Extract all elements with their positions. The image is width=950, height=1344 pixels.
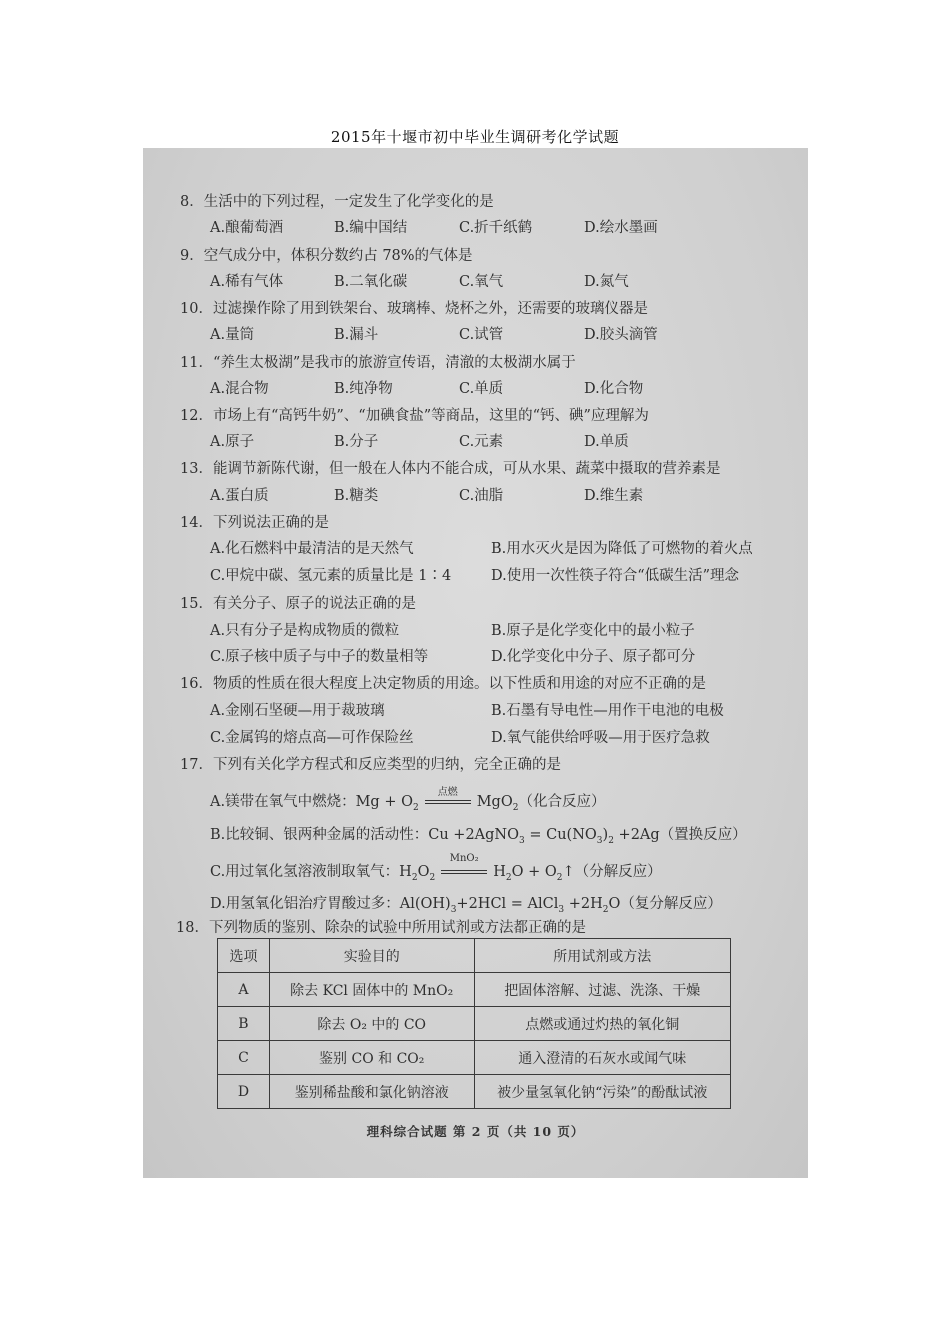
option-c: C.单质 [459,381,504,397]
option-b: B.漏斗 [334,327,379,343]
option-a: A.酿葡萄酒 [210,220,284,236]
table-header: 实验目的 [269,939,474,973]
option-a: A.原子 [210,434,255,450]
option-b: B.纯净物 [334,381,393,397]
table-cell-purpose: 除去 KCl 固体中的 MnO₂ [269,973,474,1007]
question-11-stem: 11．“养生太极湖”是我市的旅游宣传语，清澈的太极湖水属于 [180,355,576,371]
option-b: B.用水灭火是因为降低了可燃物的着火点 [491,541,753,557]
equation-text: O + O [511,864,557,880]
option-d: D.氮气 [584,274,629,290]
equation-text: B.比较铜、银两种金属的活动性：Cu +2AgNO [210,827,520,843]
option-b: B.编中国结 [334,220,408,236]
question-18-stem: 18．下列物质的鉴别、除杂的试验中所用试剂或方法都正确的是 [176,920,586,936]
option-c: C.试管 [459,327,504,343]
table-cell-method: 把固体溶解、过滤、洗涤、干燥 [474,973,730,1007]
option-d: D.氧气能供给呼吸—用于医疗急救 [491,730,710,746]
question-15-stem: 15．有关分子、原子的说法正确的是 [180,596,416,612]
option-d: D.绘水墨画 [584,220,658,236]
option-d: D.维生素 [584,488,644,504]
equation-text: +2H [564,896,603,912]
table-cell-purpose: 鉴别 CO 和 CO₂ [269,1041,474,1075]
reaction-type: +2Ag（置换反应） [613,827,747,843]
reaction-type: （化合反应） [518,794,606,810]
equation-text: A.镁带在氧气中燃烧：Mg + O [210,794,413,810]
table-cell-purpose: 鉴别稀盐酸和氯化钠溶液 [269,1075,474,1109]
table-cell-option: B [218,1007,270,1041]
option-a: A.化石燃料中最清洁的是天然气 [210,541,414,557]
table-cell-option: D [218,1075,270,1109]
reaction-type: O（复分解反应） [608,896,722,912]
equation-text: ) [602,827,609,843]
table-header: 所用试剂或方法 [474,939,730,973]
option-c: C.甲烷中碳、氢元素的质量比是 1∶4 [210,568,452,584]
option-c: C.元素 [459,434,504,450]
reaction-condition: MnO₂ [449,853,479,864]
option-a: A.蛋白质 [210,488,269,504]
table-row [218,973,731,1007]
option-a: A.金刚石坚硬—用于裁玻璃 [210,703,385,719]
option-c: C.氧气 [459,274,504,290]
page-footer: 理科综合试题 第 2 页（共 10 页） [366,1124,585,1139]
table-cell-option: C [218,1041,270,1075]
question-13-stem: 13．能调节新陈代谢，但一般在人体内不能合成，可从水果、蔬菜中摄取的营养素是 [180,461,721,477]
table-header-row [218,939,731,973]
option-a: A.只有分子是构成物质的微粒 [210,623,400,639]
table-cell-method: 通入澄清的石灰水或闻气味 [474,1041,730,1075]
option-d: D.单质 [584,434,629,450]
table-cell-method: 点燃或通过灼热的氧化铜 [474,1007,730,1041]
equation-text: H [493,864,506,880]
question-8-stem: 8．生活中的下列过程，一定发生了化学变化的是 [180,194,494,210]
option-a: A.混合物 [210,381,269,397]
option-b: B.分子 [334,434,379,450]
equation-text: MgO [476,794,513,810]
equation-text: D.用氢氧化铝治疗胃酸过多：Al(OH) [210,896,451,912]
option-b: B.石墨有导电性—用作干电池的电极 [491,703,724,719]
option-d: D.胶头滴管 [584,327,658,343]
table-cell-purpose: 除去 O₂ 中的 CO [269,1007,474,1041]
table-cell-method: 被少量氢氧化钠“污染”的酚酞试液 [474,1075,730,1109]
question-9-stem: 9．空气成分中，体积分数约占 78%的气体是 [180,248,473,264]
equation-text: = Cu(NO [524,827,597,843]
option-c: C.原子核中质子与中子的数量相等 [210,649,429,665]
equation-text: C.用过氧化氢溶液制取氧气：H [210,864,412,880]
document-title: 2015年十堰市初中毕业生调研考化学试题 [330,128,620,146]
table-cell-option: A [218,973,270,1007]
option-c: C.折千纸鹤 [459,220,533,236]
option-c: C.金属钨的熔点高—可作保险丝 [210,730,414,746]
option-a: A.稀有气体 [210,274,284,290]
option-d: D.化学变化中分子、原子都可分 [491,649,696,665]
table-row [218,1075,731,1109]
table-row [218,1007,731,1041]
reaction-arrow [425,787,471,804]
question-12-stem: 12．市场上有“高钙牛奶”、“加碘食盐”等商品，这里的“钙、碘”应理解为 [180,408,649,424]
option-c: C.油脂 [459,488,504,504]
question-14-stem: 14．下列说法正确的是 [180,515,329,531]
question-18-table [217,938,731,1109]
reaction-arrow [441,853,487,874]
question-17-stem: 17．下列有关化学方程式和反应类型的归纳，完全正确的是 [180,757,561,773]
equation-text: +2HCl = AlCl [456,896,559,912]
reaction-condition: 点燃 [437,787,458,798]
option-b: B.二氧化碳 [334,274,408,290]
option-b: B.糖类 [334,488,379,504]
question-17-option-d: D.用氢氧化铝治疗胃酸过多：$Al(OH)_3+2HCl$ = AlCl$_3$ $+2H_2O$（复分解反应） [210,896,722,915]
option-b: B.原子是化学变化中的最小粒子 [491,623,695,639]
question-17-option-c: C.用过氧化氢溶液制取氧气：$H_2O_2$ MnO₂ $H_2O$ + $O_2↑$（分解反应） [210,853,662,883]
equation-text: O [417,864,430,880]
table-header: 选项 [218,939,270,973]
question-10-stem: 10．过滤操作除了用到铁架台、玻璃棒、烧杯之外，还需要的玻璃仪器是 [180,301,648,317]
question-17-option-b: B.比较铜、银两种金属的活动性：Cu +2AgNO$_3$ = $Cu(NO_3)_2 +2Ag$（置换反应） [210,827,747,846]
option-d: D.化合物 [584,381,644,397]
table-row [218,1041,731,1075]
reaction-type: ↑（分解反应） [562,864,662,880]
question-16-stem: 16．物质的性质在很大程度上决定物质的用途。以下性质和用途的对应不正确的是 [180,676,706,692]
option-d: D.使用一次性筷子符合“低碳生活”理念 [491,568,740,584]
question-17-option-a: A.镁带在氧气中燃烧：$Mg + O_2$ 点燃 MgO$_2$（化合反应） [210,790,605,813]
option-a: A.量筒 [210,327,255,343]
scanned-exam-page [143,148,808,1178]
